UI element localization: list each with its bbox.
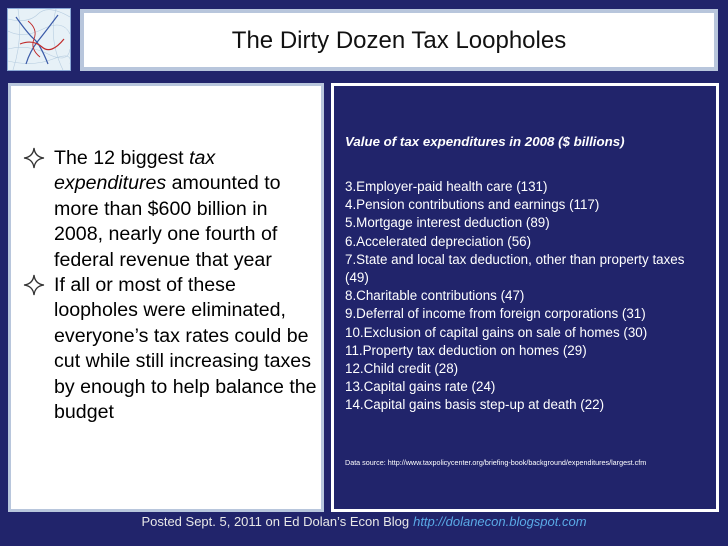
diamond-bullet-icon xyxy=(23,274,45,296)
list-item: 6.Accelerated depreciation (56) xyxy=(345,233,532,249)
tax-expenditures-list xyxy=(345,178,710,415)
slide-title: The Dirty Dozen Tax Loopholes xyxy=(231,27,567,54)
list-item: 7.State and local tax deduction, other than property taxes (49) xyxy=(345,251,685,286)
bullet-tax-expenditures xyxy=(23,146,317,273)
footer-text: Posted Sept. 5, 2011 on Ed Dolan’s Econ Blog xyxy=(141,514,410,529)
list-item: 11.Property tax deduction on homes (29) xyxy=(345,342,587,358)
right-panel xyxy=(331,83,719,512)
bullet-loopholes-eliminated xyxy=(23,273,317,425)
bullet-list xyxy=(23,146,317,425)
footer xyxy=(0,514,728,529)
list-item: 13.Capital gains rate (24) xyxy=(345,379,496,395)
bullet1-emphasis: tax expenditures xyxy=(54,147,216,195)
data-source: Data source: http://www.taxpolicycenter.org/briefing-book/background/expenditures/largest.cfm xyxy=(345,458,647,467)
diamond-bullet-icon xyxy=(23,147,45,169)
bullet1-prefix: The 12 biggest xyxy=(54,147,190,169)
blog-link[interactable]: http://dolanecon.blogspot.com xyxy=(413,514,587,529)
list-item: 8.Charitable contributions (47) xyxy=(345,288,525,304)
bullet1-suffix: amounted to more than $600 billion in 2008, nearly one fourth of federal revenue that year xyxy=(54,172,281,271)
list-item: 3.Employer-paid health care (131) xyxy=(345,179,548,194)
decorative-map-thumbnail xyxy=(7,8,71,71)
list-item: 4.Pension contributions and earnings (117) xyxy=(345,197,600,213)
list-item: 9.Deferral of income from foreign corporations (31) xyxy=(345,306,646,322)
list-item: 12.Child credit (28) xyxy=(345,361,459,377)
list-item: 10.Exclusion of capital gains on sale of homes (30) xyxy=(345,324,648,340)
title-box xyxy=(80,9,718,71)
map-thumbnail-icon xyxy=(8,9,70,70)
left-panel xyxy=(8,83,324,512)
tax-expenditures-heading: Value of tax expenditures in 2008 ($ billions) xyxy=(345,134,625,149)
list-item: 14.Capital gains basis step-up at death (22) xyxy=(345,397,605,413)
bullet2-text: If all or most of these loopholes were eliminated, everyone’s tax rates could be cut while still increasing taxes by enough to help balance the budget xyxy=(54,274,317,424)
list-item: 5.Mortgage interest deduction (89) xyxy=(345,215,550,231)
